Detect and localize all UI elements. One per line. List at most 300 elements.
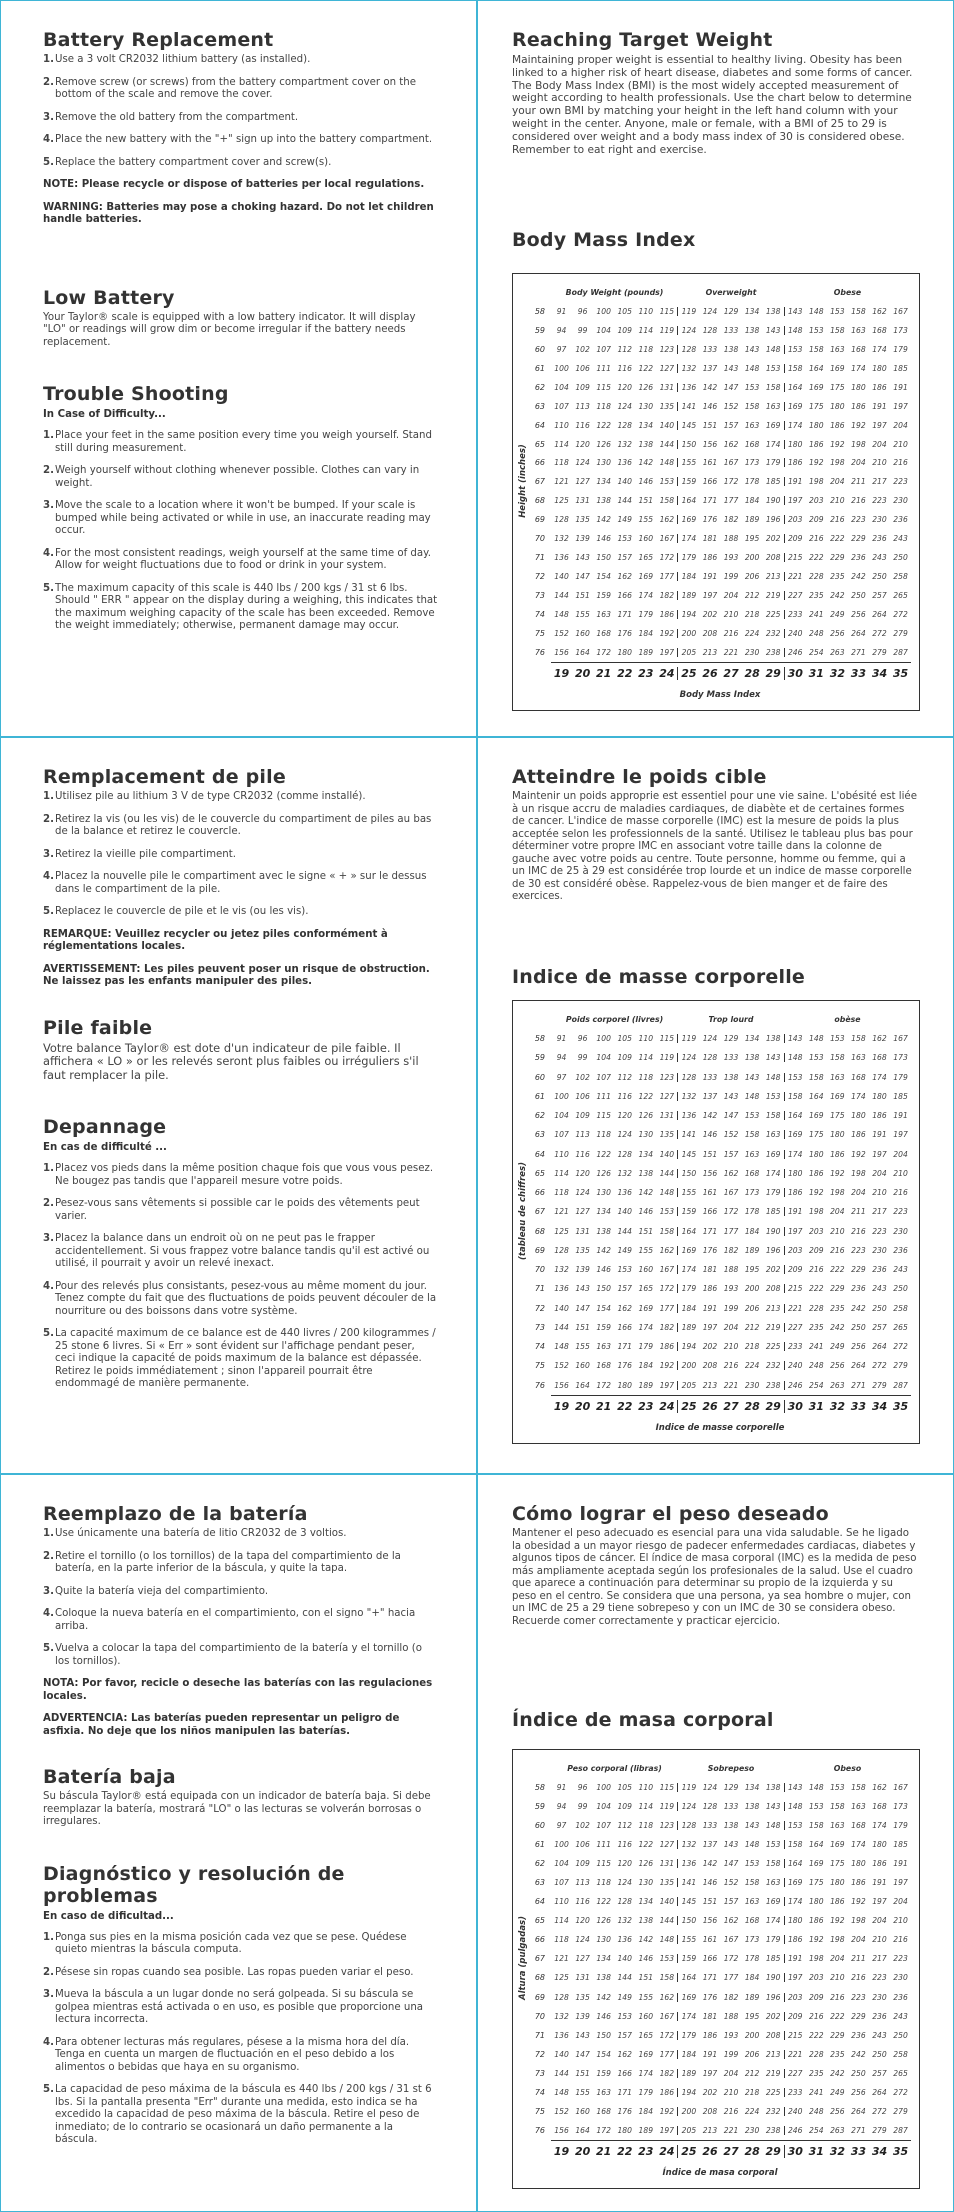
weight-cell: 169 (830, 363, 845, 373)
bmi-value-cell: 29 (763, 2145, 785, 2158)
step-number: 5. (43, 1328, 54, 1339)
bmi-value-cell: 20 (574, 2144, 591, 2158)
weight-cell: 166 (702, 1207, 718, 1217)
bmi-value-cell: 24 (656, 667, 678, 680)
step-item (43, 1932, 438, 1957)
weight-cell: 99 (577, 325, 588, 335)
weight-cell: 135 (656, 1878, 678, 1887)
height-cell: 70 (534, 1265, 545, 1275)
weight-cell: 186 (830, 1897, 845, 1907)
weight-cell: 132 (554, 2011, 569, 2021)
weight-cell: 198 (830, 1935, 845, 1945)
height-cell: 62 (534, 382, 545, 392)
trouble-section-es (43, 1863, 438, 2147)
section-title: Remplacement de pile (43, 766, 286, 788)
weight-cell: 130 (638, 401, 654, 411)
weight-cell: 263 (830, 647, 845, 657)
weight-cell: 130 (596, 458, 611, 468)
weight-cell: 110 (554, 420, 569, 430)
weight-cell: 115 (596, 1859, 611, 1869)
weight-cell: 197 (872, 1897, 887, 1907)
weight-cell: 127 (575, 1207, 590, 1217)
weight-cell: 131 (575, 1973, 590, 1983)
weight-cell: 151 (575, 1322, 590, 1332)
panel-es-left (0, 1474, 477, 2212)
weight-cell: 186 (702, 553, 718, 563)
weight-cell: 171 (617, 609, 632, 619)
table-row (529, 1048, 911, 1067)
weight-cell: 191 (702, 2049, 718, 2059)
weight-cell: 156 (554, 647, 569, 657)
weight-cell: 106 (575, 363, 590, 373)
weight-cell: 157 (723, 420, 739, 430)
weight-cell: 223 (872, 1973, 887, 1983)
weight-cell: 208 (702, 1361, 718, 1371)
weight-cell: 206 (744, 2049, 760, 2059)
table-row (529, 2064, 911, 2083)
target-text: Maintenir un poids approprie est essentiel pour une vie saine. L'obésité est liée à un risque accru de maladies cardiaques, de diabète et de certaines formes de cancer. L'indice de masse corporelle (IMC) est la mesure de poids la plus acceptée selon les professionnels de la santé. Utilisez le tableau plus bas pour déterminer votre propre IMC en associant votre taille dans la colonne de gauche avec votre poids au centre. Toute personne, homme ou femme, qui a un IMC de 25 à 29 est considérée trop lourde et un indice de masse corporelle de 30 est considéré obèse. Rappelez-vous de bien manger et de faire des exercices. (512, 791, 917, 902)
bmi-value-cell: 21 (596, 666, 612, 680)
weight-cell: 192 (656, 1361, 678, 1370)
height-cell: 71 (534, 553, 545, 563)
weight-cell: 236 (851, 553, 866, 563)
step-item (43, 500, 438, 538)
weight-cell: 156 (702, 1168, 718, 1178)
weight-cell: 159 (681, 1207, 697, 1217)
weight-cell: 128 (681, 1821, 697, 1831)
weight-cell: 158 (830, 1053, 845, 1063)
weight-cell: 131 (575, 1226, 590, 1236)
weight-cell: 116 (617, 363, 632, 373)
weight-cell: 236 (872, 2011, 887, 2021)
weight-cell: 138 (744, 325, 760, 335)
weight-cell: 152 (723, 401, 739, 411)
weight-cell: 168 (851, 1072, 866, 1082)
weight-cell: 160 (575, 2106, 590, 2116)
weight-cell: 91 (556, 1783, 567, 1793)
bmi-value-cell: 28 (744, 2144, 760, 2158)
weight-cell: 186 (872, 1859, 887, 1869)
weight-cell: 216 (723, 2106, 739, 2116)
table-row (529, 1164, 911, 1183)
weight-cell: 153 (830, 1034, 845, 1044)
weight-cell: 152 (723, 1878, 739, 1888)
step-item (43, 814, 438, 839)
height-cell: 65 (534, 1916, 545, 1926)
weight-cell: 169 (681, 1992, 697, 2002)
weight-cell: 184 (681, 572, 697, 582)
weight-cell: 104 (554, 1859, 569, 1869)
weight-cell: 250 (893, 1284, 908, 1294)
weight-cell: 140 (617, 1207, 632, 1217)
weight-cell: 210 (872, 1935, 887, 1945)
weight-cell: 287 (893, 647, 908, 657)
bmi-value-cell: 24 (656, 1400, 678, 1413)
weight-cell: 111 (596, 1091, 611, 1101)
weight-cell: 198 (851, 1168, 866, 1178)
weight-cell: 202 (763, 534, 785, 543)
table-row (529, 2102, 911, 2121)
weight-cell: 151 (702, 420, 718, 430)
weight-cell: 162 (723, 1916, 739, 1926)
recycle-note: REMARQUE: Veuillez recycler ou jetez piles conformément à réglementations locales. (43, 928, 388, 952)
weight-cell: 175 (830, 1111, 845, 1121)
weight-cell: 172 (723, 1207, 739, 1217)
bmi-values-row (551, 2140, 911, 2162)
weight-cell: 174 (872, 1072, 887, 1082)
weight-cell: 232 (763, 1361, 785, 1370)
step-text: La capacidad de peso máxima de la báscula es 440 lbs / 200 kgs / 31 st 6 lbs. Si la pantalla presenta "Err" durante una medida, esto indica se ha excedido la capacidad de peso máxima de la báscula. Retire el peso de inmediato; de lo contrario se ocasionará un daño permanente a la báscula. (55, 2084, 432, 2145)
weight-cell: 167 (723, 1935, 739, 1945)
table-row (529, 1222, 911, 1241)
weight-cell: 222 (830, 1265, 845, 1275)
weight-cell: 126 (638, 382, 654, 392)
weight-cell: 213 (763, 1304, 785, 1313)
weight-cell: 143 (763, 326, 785, 335)
table-row (529, 378, 911, 397)
bmi-value-cell: 26 (702, 666, 718, 680)
weight-cell: 147 (575, 1303, 590, 1313)
step-number: 3. (43, 500, 54, 511)
weight-cell: 181 (702, 1265, 718, 1275)
section-subtitle: In Case of Difficulty... (43, 409, 166, 420)
table-row (529, 397, 911, 416)
low-battery-section-es (43, 1766, 438, 1829)
weight-cell: 248 (809, 628, 824, 638)
weight-cell: 142 (702, 382, 718, 392)
weight-cell: 196 (763, 1993, 785, 2002)
weight-cell: 119 (681, 1034, 697, 1044)
weight-cell: 215 (787, 2030, 803, 2040)
height-cell: 73 (534, 2068, 545, 2078)
weight-cell: 169 (763, 421, 785, 430)
weight-cell: 156 (702, 439, 718, 449)
bmi-table-fr (512, 1000, 920, 1444)
weight-cell: 158 (851, 1783, 866, 1793)
step-number: 5. (43, 2084, 54, 2095)
weight-cell: 148 (744, 1091, 760, 1101)
step-number: 3. (43, 1585, 54, 1597)
weight-cell: 265 (893, 2068, 908, 2078)
weight-cell: 233 (787, 609, 803, 619)
table-row (529, 1873, 911, 1892)
weight-cell: 169 (787, 1878, 803, 1888)
trouble-section-fr (43, 1116, 438, 1391)
step-item (43, 134, 438, 147)
weight-cell: 131 (656, 383, 678, 392)
weight-cell: 165 (638, 553, 654, 563)
weight-cell: 230 (744, 647, 760, 657)
table-row (529, 510, 911, 529)
weight-cell: 230 (872, 1992, 887, 2002)
weight-cell: 182 (656, 2069, 678, 2078)
weight-cell: 148 (656, 1188, 678, 1197)
weight-cell: 184 (744, 1226, 760, 1236)
weight-cell: 177 (723, 1973, 739, 1983)
weight-cell: 192 (851, 1897, 866, 1907)
weight-cell: 204 (893, 420, 908, 430)
weight-cell: 153 (830, 1783, 845, 1793)
weight-cell: 152 (554, 2106, 569, 2116)
weight-cell: 197 (893, 1878, 908, 1888)
weight-cell: 202 (702, 609, 718, 619)
step-text: Pésese sin ropas cuando sea posible. Las ropas pueden variar el peso. (55, 1966, 414, 1978)
weight-cell: 146 (638, 1954, 654, 1964)
weight-cell: 138 (638, 1168, 654, 1178)
weight-cell: 191 (893, 1111, 908, 1121)
weight-cell: 174 (638, 2068, 654, 2078)
weight-cell: 174 (851, 363, 866, 373)
step-number: 4. (43, 871, 54, 882)
weight-cell: 120 (575, 439, 590, 449)
weight-cell: 192 (851, 1149, 866, 1159)
step-number: 1. (43, 791, 54, 802)
step-number: 5. (43, 906, 54, 917)
weight-cell: 223 (872, 1226, 887, 1236)
weight-cell: 197 (787, 496, 803, 506)
weight-cell: 256 (851, 1342, 866, 1352)
weight-cell: 156 (554, 1380, 569, 1390)
weight-cell: 141 (681, 401, 697, 411)
weight-cell: 132 (681, 1840, 697, 1850)
weight-cell: 151 (638, 1226, 654, 1236)
weight-cell: 130 (638, 1878, 654, 1888)
weight-cell: 140 (617, 1954, 632, 1964)
low-battery-text: Su báscula Taylor® está equipada con un indicador de batería baja. Si debe reemplazar la batería, mostrará "LO" o las lecturas se volverán borrosas o irregulares. (43, 1791, 431, 1827)
weight-cell: 203 (787, 1992, 803, 2002)
weight-cell: 164 (681, 496, 697, 506)
weight-cell: 153 (787, 1072, 803, 1082)
weight-cell: 216 (851, 496, 866, 506)
weight-cell: 208 (763, 2031, 785, 2040)
weight-cell: 107 (596, 1821, 611, 1831)
weight-cell: 142 (596, 1245, 611, 1255)
weight-cell: 142 (596, 1992, 611, 2002)
weight-cell: 182 (723, 1245, 739, 1255)
weight-cell: 91 (556, 306, 567, 316)
height-cell: 67 (534, 1954, 545, 1964)
table-row (529, 2045, 911, 2064)
weight-cell: 243 (872, 1284, 887, 1294)
choking-warning: ADVERTENCIA: Las baterías pueden representar un peligro de asfixia. No deje que los niños manipulen las baterías. (43, 1713, 400, 1737)
weight-cell: 179 (638, 2087, 654, 2097)
weight-cell: 208 (763, 1284, 785, 1293)
weight-cell: 172 (596, 647, 611, 657)
weight-cell: 235 (809, 591, 824, 601)
weight-cell: 124 (681, 1802, 697, 1812)
weight-cell: 189 (744, 515, 760, 525)
weight-cell: 120 (575, 1916, 590, 1926)
weight-cell: 209 (787, 534, 803, 544)
weight-cell: 155 (575, 609, 590, 619)
weight-cell: 186 (809, 439, 824, 449)
weight-cell: 168 (851, 1821, 866, 1831)
weight-cell: 118 (554, 1935, 569, 1945)
weight-cell: 177 (656, 1304, 678, 1313)
weight-cell: 119 (681, 1783, 697, 1793)
table-row (529, 1930, 911, 1949)
weight-cell: 230 (744, 2125, 760, 2135)
weight-cell: 109 (575, 382, 590, 392)
weight-cell: 197 (787, 1226, 803, 1236)
weight-cell: 254 (809, 1380, 824, 1390)
weight-cell: 172 (596, 1380, 611, 1390)
weight-cell: 192 (656, 2107, 678, 2116)
weight-cell: 138 (723, 1072, 739, 1082)
weight-cell: 114 (638, 325, 654, 335)
height-cell: 75 (534, 1361, 545, 1371)
weight-cell: 224 (744, 1361, 760, 1371)
weight-cell: 198 (809, 1207, 824, 1217)
weight-cell: 218 (744, 2087, 760, 2097)
weight-cell: 185 (763, 477, 785, 486)
weight-cell: 192 (830, 1916, 845, 1926)
step-text: Pour des relevés plus consistants, pesez-vous au même moment du jour. Tenez compte du fait que des fluctuations de poids peuvent découler de la nourriture ou des boissons dans votre système. (55, 1280, 437, 1317)
bmi-value-cell: 31 (808, 2144, 824, 2158)
height-cell: 70 (534, 534, 545, 544)
table-row (529, 605, 911, 624)
weight-cell: 91 (556, 1034, 567, 1044)
bmi-value-cell: 30 (787, 1399, 803, 1413)
weight-cell: 169 (638, 2049, 654, 2059)
table-row (529, 1106, 911, 1125)
weight-cell: 133 (723, 1053, 739, 1063)
trouble-steps (43, 430, 438, 633)
weight-cell: 123 (656, 1821, 678, 1830)
height-cell: 60 (534, 344, 545, 354)
bmi-values-row (551, 1395, 911, 1417)
table-row (529, 359, 911, 378)
weight-cell: 142 (702, 1111, 718, 1121)
weight-cell: 126 (596, 1916, 611, 1926)
weight-cell: 158 (851, 1034, 866, 1044)
step-text: Move the scale to a location where it won't be bumped. If your scale is bumped while being activated or while in use, an inaccurate reading may occur. (55, 500, 431, 536)
weight-cell: 105 (617, 306, 632, 316)
weight-cell: 158 (809, 1072, 824, 1082)
step-item (43, 1281, 438, 1319)
weight-cell: 174 (681, 1265, 697, 1275)
weight-cell: 186 (851, 1878, 866, 1888)
weight-cell: 148 (787, 325, 803, 335)
weight-cell: 176 (702, 1992, 718, 2002)
weight-cell: 256 (851, 609, 866, 619)
table-row (529, 1183, 911, 1202)
weight-cell: 228 (809, 2049, 824, 2059)
weight-cell: 100 (554, 363, 569, 373)
weight-cell: 143 (787, 1034, 803, 1044)
weight-cell: 176 (617, 2106, 632, 2116)
weight-cell: 195 (744, 534, 760, 544)
weight-cell: 132 (617, 1168, 632, 1178)
weight-cell: 238 (763, 1381, 785, 1390)
section-title: Depannage (43, 1116, 167, 1138)
weight-cell: 140 (554, 572, 569, 582)
step-item (43, 1989, 438, 2027)
section-title: Reaching Target Weight (512, 29, 773, 51)
table-row (529, 1318, 911, 1337)
weight-cell: 153 (809, 325, 824, 335)
weight-cell: 168 (872, 1053, 887, 1063)
weight-cell: 142 (702, 1859, 718, 1869)
table-row (529, 1356, 911, 1375)
weight-cell: 140 (617, 477, 632, 487)
recycle-note: NOTA: Por favor, recicle o deseche las baterías con las regulaciones locales. (43, 1678, 433, 1702)
bmi-value-cell: 33 (850, 666, 867, 680)
weight-cell: 250 (872, 572, 887, 582)
weight-cell: 124 (617, 1130, 632, 1140)
weight-cell: 199 (723, 2049, 739, 2059)
weight-cell: 102 (575, 1821, 590, 1831)
weight-cell: 179 (893, 1072, 908, 1082)
weight-cell: 200 (681, 628, 697, 638)
weight-cell: 224 (744, 628, 760, 638)
weight-cell: 279 (893, 628, 908, 638)
weight-cell: 180 (872, 363, 887, 373)
weight-cell: 213 (702, 2125, 718, 2135)
weight-cell: 107 (554, 401, 569, 411)
weight-cell: 197 (656, 2126, 678, 2135)
step-number: 4. (43, 547, 54, 559)
weight-cell: 243 (893, 2011, 908, 2021)
weight-cell: 143 (744, 344, 760, 354)
weight-cell: 163 (744, 1149, 760, 1159)
weight-cell: 235 (830, 1303, 845, 1313)
weight-cell: 139 (575, 534, 590, 544)
low-battery-section-fr (43, 1017, 438, 1083)
weight-cell: 256 (830, 628, 845, 638)
weight-cell: 246 (787, 2125, 803, 2135)
weight-cell: 235 (809, 2068, 824, 2078)
weight-cell: 221 (787, 572, 803, 582)
weight-cell: 182 (723, 515, 739, 525)
weight-cell: 211 (851, 477, 866, 487)
table-row (529, 1337, 911, 1356)
weight-cell: 199 (723, 1303, 739, 1313)
weight-cell: 177 (656, 572, 678, 581)
weight-cell: 115 (656, 1034, 678, 1043)
weight-cell: 153 (617, 534, 632, 544)
weight-cell: 149 (617, 1245, 632, 1255)
weight-cell: 189 (681, 2068, 697, 2078)
weight-cell: 160 (638, 1265, 654, 1275)
weight-cell: 174 (851, 1840, 866, 1850)
step-item (43, 1586, 438, 1599)
weight-cell: 136 (681, 382, 697, 392)
step-number: 1. (43, 430, 54, 441)
weight-cell: 163 (744, 1897, 760, 1907)
weight-cell: 94 (556, 1802, 567, 1812)
weight-cell: 168 (596, 628, 611, 638)
weight-cell: 116 (617, 1091, 632, 1101)
weight-cell: 128 (617, 1897, 632, 1907)
weight-cell: 236 (872, 1265, 887, 1275)
target-text: Maintaining proper weight is essential to healthy living. Obesity has been linked to a higher risk of heart disease, diabetes and some forms of cancer. The Body Mass Index (BMI) is the most widely accepted measurement of weight according to health professionals. Use the chart below to determine your own BMI by matching your height in the left hand column with your weight in the center. Anyone, male or female, with a BMI of 25 to 29 is considered over weight and a body mass index of 30 is considered obese. Remember to eat right and exercise. (512, 54, 913, 156)
bmi-grid (529, 1009, 911, 1433)
height-cell: 74 (534, 2087, 545, 2097)
weight-cell: 271 (851, 647, 866, 657)
height-cell: 72 (534, 572, 545, 582)
weight-cell: 140 (656, 1150, 678, 1159)
step-item (43, 1328, 438, 1391)
weight-cell: 174 (787, 1149, 803, 1159)
x-axis-label: Body Mass Index (679, 689, 761, 700)
weight-cell: 111 (596, 363, 611, 373)
weight-cell: 185 (893, 1091, 908, 1101)
weight-cell: 153 (763, 1092, 785, 1101)
step-item (43, 465, 438, 490)
weight-cell: 196 (763, 515, 785, 524)
weight-cell: 153 (744, 1859, 760, 1869)
